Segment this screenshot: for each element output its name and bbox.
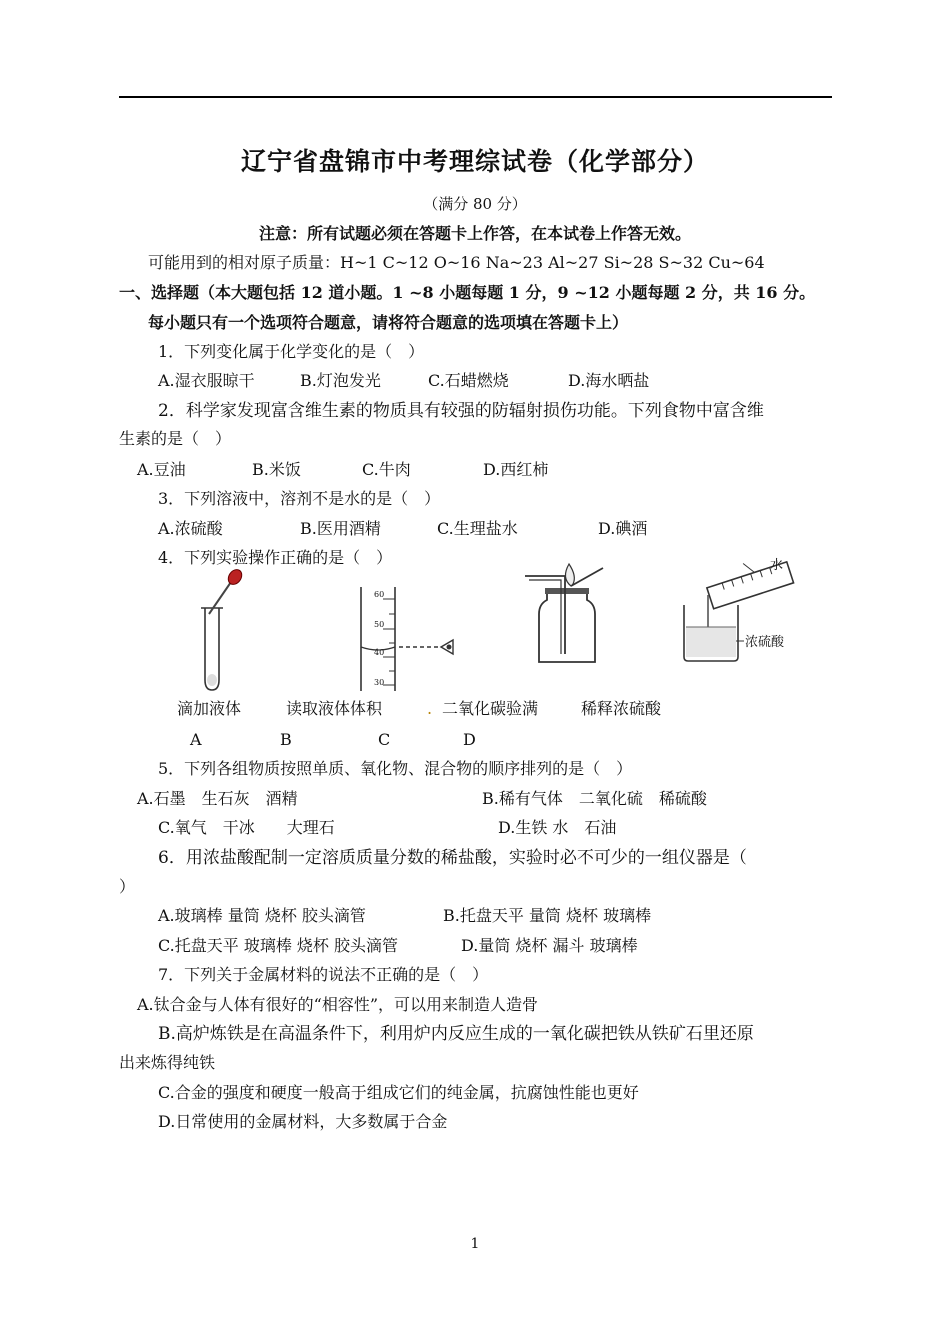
q3-option-d: D.碘酒 [598,519,648,538]
q6-stem-line1: 6．用浓盐酸配制一定溶质质量分数的稀盐酸，实验时必不可少的一组仪器是（ [158,848,747,868]
top-rule [119,96,832,98]
q7-stem: 7．下列关于金属材料的说法不正确的是（ ） [158,965,489,984]
q1-option-c: C.石蜡燃烧 [428,371,509,390]
q2-stem-line1: 2．科学家发现富含维生素的物质具有较强的防辐射损伤功能。下列食物中富含维 [158,401,764,421]
q5-option-c: C.氧气 干冰 大理石 [158,818,335,837]
q2-stem-line2: 生素的是（ ） [119,429,232,448]
q3-option-a: A.浓硫酸 [158,519,223,538]
q4-letter-d: D [463,730,476,749]
q6-option-d: D.量筒 烧杯 漏斗 玻璃棒 [461,936,638,955]
page-number: 1 [470,1236,480,1252]
q2-option-a: A.豆油 [137,460,186,479]
q4-caption-b: 读取液体体积 [286,699,383,718]
q6-stem-line2: ） [119,877,136,896]
q6-option-b: B.托盘天平 量筒 烧杯 玻璃棒 [443,906,652,925]
q3-option-b: B.医用酒精 [300,519,381,538]
q5-option-d: D.生铁 水 石油 [498,818,617,837]
atomic-masses: 可能用到的相对原子质量：H~1 C~12 O~16 Na~23 Al~27 Si~28 S~32 Cu~64 [148,253,765,272]
q7-option-b-line1: B.高炉炼铁是在高温条件下，利用炉内反应生成的一氧化碳把铁从铁矿石里还原 [158,1024,754,1044]
label-concentrated-acid: 浓硫酸 [745,635,785,650]
q4-letter-c: C [378,730,391,749]
section1-heading-line1: 一、选择题（本大题包括 12 道小题。1 ~8 小题每题 1 分，9 ~12 小题每题 2 分，共 16 分。 [119,283,816,302]
q3-option-c: C.生理盐水 [437,519,518,538]
q3-stem: 3．下列溶液中，溶剂不是水的是（ ） [158,489,441,508]
section1-heading-line2: 每小题只有一个选项符合题意，请将符合题意的选项填在答题卡上） [148,313,629,332]
q2-option-c: C.牛肉 [362,460,411,479]
cylinder-tick-50: 50 [374,620,385,629]
cylinder-tick-40: 40 [374,648,385,657]
co2-gas-bottle-figure [525,558,615,668]
q4-stem: 4．下列实验操作正确的是（ ） [158,548,393,567]
page-title: 辽宁省盘锦市中考理综试卷（化学部分） [240,147,709,176]
q4-caption-d: 稀释浓硫酸 [581,699,662,718]
q1-stem: 1．下列变化属于化学变化的是（ ） [158,342,425,361]
q6-option-c: C.托盘天平 玻璃棒 烧杯 胶头滴管 [158,936,399,955]
q1-option-d: D.海水晒盐 [568,371,650,390]
q7-option-a: A.钛合金与人体有很好的“相容性”，可以用来制造人造骨 [137,995,539,1014]
cylinder-tick-30: 30 [374,678,385,687]
q5-stem: 5．下列各组物质按照单质、氧化物、混合物的顺序排列的是（ ） [158,759,633,778]
q2-option-b: B.米饭 [252,460,301,479]
q4-caption-a: 滴加液体 [177,699,242,718]
q5-option-b: B.稀有气体 二氧化硫 稀硫酸 [482,789,707,808]
q4-letter-a: A [190,730,202,749]
q2-option-d: D.西红柿 [483,460,549,479]
q7-option-d: D.日常使用的金属材料，大多数属于合金 [158,1112,448,1131]
notice: 注意：所有试题必须在答题卡上作答，在本试卷上作答无效。 [258,224,691,243]
label-water: 水 [770,558,784,573]
q4-letter-b: B [280,730,292,749]
q1-option-b: B.灯泡发光 [300,371,381,390]
q5-option-a: A.石墨 生石灰 酒精 [137,789,298,808]
q7-option-c: C.合金的强度和硬度一般高于组成它们的纯金属，抗腐蚀性能也更好 [158,1083,639,1102]
full-score: （满分 80 分） [423,195,527,213]
cylinder-tick-60: 60 [374,590,385,599]
q7-option-b-line2: 出来炼得纯铁 [119,1053,216,1072]
q6-option-a: A.玻璃棒 量筒 烧杯 胶头滴管 [158,906,366,925]
q4-caption-dot: . [427,699,433,718]
q4-caption-c: 二氧化碳验满 [442,699,539,718]
q1-option-a: A.湿衣服晾干 [158,371,255,390]
dropper-test-tube-figure [195,568,245,694]
cylinder-reading-figure [355,585,465,693]
